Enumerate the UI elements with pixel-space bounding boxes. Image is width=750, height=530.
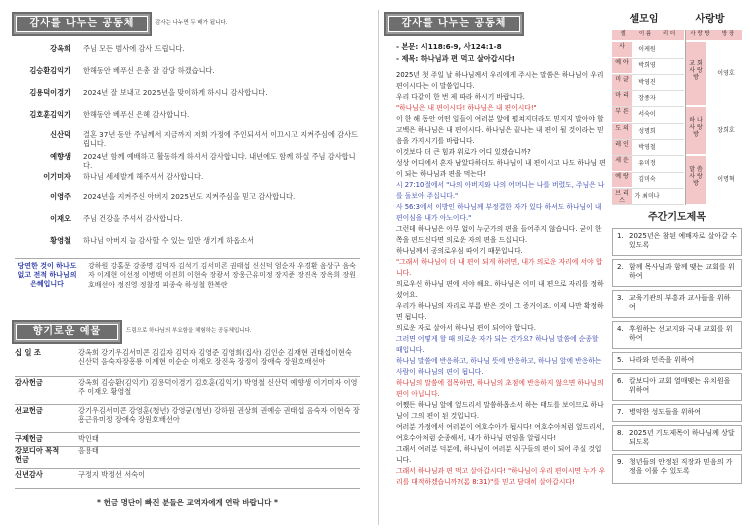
thanks-text: 한해동안 베푸신 은총 잘 감당 하겠습니다. [83, 66, 215, 75]
sermon-paragraph: 우리가 하나님의 자리로 부름 받은 것이 그 증거이죠. 이제 나만 확정하면 됩니다. [396, 302, 604, 321]
cell-member: 유미정 [638, 160, 656, 168]
offering-row-divider [15, 468, 360, 469]
sermon-passage: - 본문: 시118:6-9, 사124:1-8 [396, 42, 502, 51]
sermon-header [384, 12, 524, 36]
thanks-name: 김승환김익기 [29, 66, 71, 75]
prayer-text: 후원하는 선교지와 국내 교회를 위하여 [629, 325, 733, 342]
offering-category: 십 일 조 [15, 348, 41, 357]
prayer-text: 나라와 민족을 위하여 [629, 356, 695, 364]
offering-row-divider [15, 376, 360, 377]
blessing-label: 당연한 것이 하나도 없고 전적 하나님의 은혜입니다 [17, 262, 77, 288]
offering-names: 박인태 [78, 434, 99, 443]
prayer-text: 2025년은 참된 예배자로 살아갈 수 있도록 [629, 232, 737, 249]
thanks-name: 신산덕 [50, 130, 71, 139]
thanks-row [15, 110, 360, 119]
cell-row-divider [612, 204, 684, 205]
sermon-paragraph: 사 56:3에서 이방인 하나님께 부정결한 자가 있다 하셔도 하나님이 내 편이심을 내가 아노이다." [396, 203, 602, 222]
cell-name: 세 운 [615, 157, 629, 165]
thanks-name: 황영철 [50, 236, 71, 245]
thanks-row [15, 236, 360, 245]
cell-member: 이케원 [638, 46, 656, 53]
cell-member: 성명희 [638, 127, 656, 135]
cell-name: 미 글 [615, 75, 629, 83]
love-group-name: 교 회 사 랑 방 [689, 59, 703, 81]
cell-member: 김미숙 [638, 176, 656, 184]
thanks-text: 주님 건강을 주셔서 감사합니다. [83, 214, 183, 223]
offering-category: 선교헌금 [15, 406, 43, 415]
sermon-body [396, 70, 606, 488]
love-group-name: 말 씀 사 랑 방 [689, 166, 703, 187]
prayer-text: 함께 목사님과 함께 맺는 교회를 위하여 [629, 263, 735, 280]
thanks-name: 김호훈김익기 [29, 110, 71, 119]
prayer-number: 5. [617, 356, 624, 364]
cell-name: 사 [619, 43, 625, 50]
cells-header: 셀 [620, 31, 626, 37]
offering-footer: * 헌금 명단이 빠진 분들은 교역자에게 연락 바랍니다 * [97, 498, 278, 507]
cell-name: 레 인 [615, 140, 629, 148]
sermon-paragraph: 그래서 여러분 덕분에, 하나님이 여러분 식구들의 편이 되어 주실 것입니다. [396, 445, 602, 464]
thanks-name: 예향생 [50, 152, 71, 161]
cell-name: 브 리 스 [615, 189, 629, 204]
thanks-name: 이영주 [50, 192, 71, 201]
prayer-text: 2025년 기도제목이 하나님께 상달되도록 [629, 429, 735, 446]
thanks-row [15, 192, 360, 201]
sermon-paragraph: 시 27:10절에서 "나의 아버지와 나의 어머니는 나를 버렸도, 주님은 나를 돌보아 주십니다." [396, 181, 605, 200]
love-group-leader: 이명혁 [717, 176, 735, 183]
thanks-text: 하나님 아버지 늘 감사할 수 있는 일만 생기게 하옵소서 [83, 236, 255, 245]
offering-row-divider [15, 404, 360, 405]
offering-category: 강보디아 목적헌금 [15, 446, 60, 464]
thanks-row [15, 44, 360, 53]
offering-title: 향기로운 예물 [17, 325, 117, 339]
thanks-name: 강옥희 [50, 44, 71, 53]
cells-title: 셀모임 [629, 14, 659, 25]
sermon-subject: - 제목: 하나님과 편 먹고 살아갑시다! [396, 54, 515, 63]
offering-row-divider [15, 488, 360, 489]
sermon-paragraph: 의로우신 하나님 편에 서야 해요. 하나님은 이미 내 편으로 자리를 정하셨어요. [396, 280, 604, 299]
prayer-title: 주간기도제목 [648, 212, 706, 223]
cell-name: 예 아 [615, 59, 629, 67]
offering-row [15, 470, 360, 479]
prayer-number: 8. [617, 429, 624, 437]
cells-table [612, 30, 742, 205]
sermon-paragraph: 그래서 하나님과 편 먹고 살아갑시다! "하나님이 우리 편이시면 누가 우리를 대적하겠습니까?(롬 8:31)"를 믿고 담대히 살아갑시다! [396, 467, 606, 486]
thanks-name: 김용덕이경기 [29, 88, 71, 97]
sermon-paragraph: 하나님의 말씀에 접목하면, 하나님의 초점에 반응하지 않으면 하나님의 편이 아닙니다. [396, 379, 604, 398]
cell-member: 장종자 [638, 94, 656, 102]
thanks-text: 한해동안 베푸신 은혜 감사합니다. [83, 110, 190, 119]
sermon-paragraph: 하나님께서 공의로우심 따이기 때문입니다. [396, 247, 523, 255]
sermon-paragraph: 이것보다 더 큰 힘과 위로가 어디 있겠습니까? [396, 148, 531, 156]
offering-names: 강옥희 강기우김서미콘 김길자 김덕자 김영준 김영희(집사) 김인순 김재현 권태섭이현숙 신산덕 음숙자장흥룡 이계현 이순순 이재오 장진옥 장정이 장애숙 장원호배선아 [78, 348, 352, 366]
prayer-number: 6. [617, 377, 624, 385]
prayer-text: 칼보디아 교회 열매맺는 유치원을 위하여 [629, 377, 731, 394]
love-header: 방 장 [721, 31, 735, 37]
offering-category: 구제헌금 [15, 434, 43, 443]
prayer-text: 청년들의 안정된 직장과 믿음의 가정을 이룰 수 있도록 [629, 458, 733, 475]
offering-row [15, 348, 360, 366]
prayer-number: 1. [617, 232, 624, 240]
page-divider [378, 10, 379, 525]
cell-name: 도 의 [615, 124, 629, 132]
offering-names: 구정지 박정선 서숙이 [78, 470, 146, 479]
sermon-paragraph: 그런데 하나님은 아무 없이 누군가의 편을 들어주지 않습니다. 굳이 한 쪽을 편드신다면 의로운 자의 편을 드십니다. [396, 225, 602, 244]
prayer-text: 교육기관의 부흥과 교사들을 위하여 [629, 294, 731, 311]
sermon-paragraph: 하나님 말씀에 반응하고, 하나님 뜻에 반응하고, 하나님 앞에 반응하는 사람이 하나님의 편이 됩니다. [396, 357, 602, 376]
thanks-text: 하나님 세세발게 해주셔서 감사합니다. [83, 172, 204, 181]
prayer-number: 7. [617, 408, 624, 416]
cell-member: 박영진 [638, 78, 656, 86]
cell-member: 박영철 [638, 143, 656, 151]
thanks-text: 2024년 잘 보내고 2025년을 맞이하게 하시니 감사합니다. [83, 88, 268, 97]
love-group-leader: 장희호 [717, 126, 735, 134]
prayer-item [612, 454, 742, 484]
offering-names: 강옥희 김승환(김익기) 김용덕이경기 김호훈(김익기) 박영철 신산덕 예향생 이기미자 이영주 이재오 황영철 [78, 378, 358, 396]
cell-name: 예 랑 [615, 173, 629, 181]
thanks-name: 이기미자 [43, 172, 71, 181]
prayer-item [612, 321, 742, 349]
thanks-title: 감사를 나누는 공동체 [17, 17, 147, 31]
thanks-row [15, 214, 360, 223]
offering-names: 음용태 [78, 446, 99, 455]
love-title: 사랑방 [695, 14, 725, 25]
offering-row-divider [15, 432, 360, 433]
prayer-item [612, 259, 742, 287]
prayer-number: 3. [617, 294, 624, 302]
offering-caption: 드림으로 하나님의 부요함을 체험하는 공동체입니다. [126, 328, 252, 334]
cell-member: 가 최미나 [634, 192, 660, 200]
prayer-item [612, 373, 742, 401]
cell-member: 박희영 [638, 62, 656, 70]
thanks-caption: 감사는 나누면 두 배가 됩니다. [155, 20, 228, 26]
prayer-text: 병약한 성도들을 위하여 [629, 408, 702, 416]
prayer-number: 4. [617, 325, 624, 333]
divider [15, 258, 360, 259]
cells-header: 리 더 [662, 31, 676, 37]
offering-row [15, 378, 360, 396]
thanks-text: 2024년을 지켜주신 아버지 2025년도 지켜주심을 믿고 감사합니다. [83, 192, 296, 201]
prayer-item [612, 352, 742, 370]
cells-header: 이 름 [638, 31, 652, 37]
thanks-text: 2024년 함께 예배하고 활동하게 하셔서 감사합니다. 내년에도 함께 하실 주님 감사합니다. [83, 152, 356, 170]
prayer-item [612, 425, 742, 451]
thanks-row [15, 130, 360, 148]
offering-category: 신년감사 [15, 470, 43, 479]
prayer-item [612, 290, 742, 318]
sermon-paragraph: 여러분 가정에서 여러분이 여호수아가 됩시다! 여호수아처럼 엎드리서, 여호수아처럼 순종해서, 내가 하나님 편임을 알립시다! [396, 423, 605, 442]
offering-header [12, 320, 122, 344]
cell-member: 서숙이 [638, 111, 656, 119]
love-group-leader: 이영호 [717, 69, 735, 77]
sermon-paragraph: 성상 어디에서 혼자 남았다하더도 하나님이 내 편이시고 나도 하나님 편이 되는 하나님과 편을 먹는다! [396, 159, 606, 178]
sermon-paragraph: 우리 다같이 한 번 제 따라 하시기 바랍니다. [396, 93, 525, 101]
blessing-names: 강하원 강홀문 강종명 김덕자 김석기 김서미콘 권태섭 신신덕 엄순자 우경환 음상구 음숙자 이계현 이선정 이병택 이진희 이현숙 장광서 장웅근유미정 장지준 장진옥 장옥희 장원호배선아 정진영 정찰경 피종숙 하성철 한복란 [88, 262, 356, 289]
sermon-paragraph: 2025년 첫 주일 날 하나님께서 우리에게 주시는 말씀은 하나님이 우리 편이시다는 이 말씀입니다. [396, 71, 604, 90]
offering-row [15, 446, 360, 464]
cell-name: 마 리 [615, 91, 629, 99]
thanks-row [15, 66, 360, 75]
offering-category: 감사헌금 [15, 378, 43, 387]
prayer-item [612, 228, 742, 256]
thanks-name: 이재오 [50, 214, 71, 223]
cell-name: 부 른 [615, 108, 629, 116]
sermon-paragraph: "그래서 하나님이 더 내 편이 되게 하려면, 내가 의로운 자리에 서야 합니다. [396, 258, 603, 277]
sermon-paragraph: 그러면 어떻게 할 때 의로운 자가 되는 건가요? 하나님 말씀에 순종할 때입니다. [396, 335, 599, 354]
prayer-item [612, 404, 742, 422]
sermon-paragraph: 의로운 자로 살아서 하나님 편이 되어야 합니다. [396, 324, 536, 332]
sermon-paragraph: "하나님은 내 편이시다! 하나님은 내 편이시다!" [396, 104, 537, 112]
thanks-row [15, 152, 360, 170]
prayer-number: 2. [617, 263, 624, 271]
thanks-row [15, 88, 360, 97]
sermon-paragraph: 이 한 해 동안 어떤 일들이 여러분 앞에 펼쳐지더라도 믿지지 말아야 할 고백은 하나님은 내 편이시다. 하나님은 끝나는 내 편이 될 것이라는 믿음을 가지시기를 바랍니다. [396, 115, 604, 145]
love-header: 사 랑 방 [690, 31, 710, 37]
thanks-text: 결혼 37년 동안 주님께서 지금까지 저희 가정에 주인되셔서 이끄시고 지켜주심에 감사드립니다. [83, 130, 359, 148]
thanks-text: 주님 모든 범사에 감사 드립니다. [83, 44, 185, 53]
offering-row [15, 406, 360, 424]
love-group-name: 하 나 사 랑 방 [689, 116, 703, 138]
sermon-title: 감사를 나누는 공동체 [389, 17, 519, 31]
sermon-paragraph: 어쨌든 하나님 앞에 엎드리서 말씀하옵소서 하는 태도를 보이므로 하나님이 그의 편이 된 것입니다. [396, 401, 604, 420]
thanks-row [15, 172, 360, 181]
cells-love-divider [685, 30, 686, 205]
thanks-header [12, 12, 152, 36]
offering-names: 강기우김서미콘 강영훈(청년) 강영균(청년) 강하원 권상희 권예승 권태섭 음숙자 이현숙 장흥근유미정 장애숙 장원호배선아 [78, 406, 360, 424]
prayer-number: 9. [617, 458, 624, 466]
offering-row [15, 434, 360, 443]
